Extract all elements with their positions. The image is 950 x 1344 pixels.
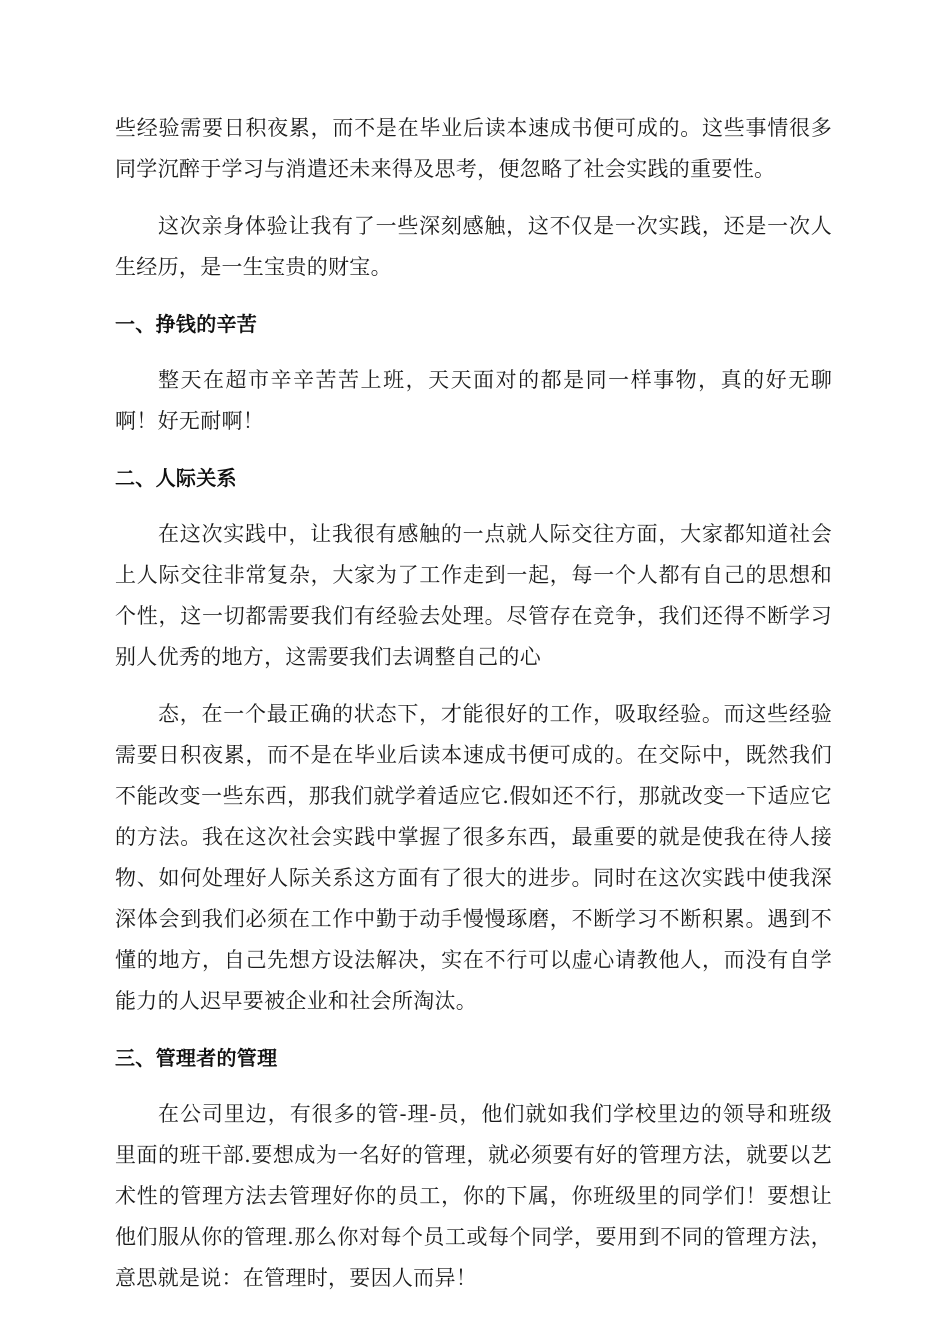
- paragraph-section-3: 在公司里边，有很多的管-理-员，他们就如我们学校里边的领导和班级里面的班干部.要想成为一名好的管理，就必须要有好的管理方法，就要以艺术性的管理方法去管理好你的员工，你的下属，你班级里的同学们！要想让他们服从你的管理.那么你对每个员工或每个同学，要用到不同的管理方法，意思就是说：在管理时，要因人而异！: [115, 1102, 832, 1290]
- paragraph-section-1: 整天在超市辛辛苦苦上班，天天面对的都是同一样事物，真的好无聊啊！好无耐啊！: [115, 368, 832, 433]
- section-heading-2: 二、人际关系: [115, 466, 237, 490]
- paragraph-section-2-part-1: 在这次实践中，让我很有感触的一点就人际交往方面，大家都知道社会上人际交往非常复杂，大家为了工作走到一起，每一个人都有自己的思想和个性，这一切都需要我们有经验去处理。尽管存在竞争，我们还得不断学习别人优秀的地方，这需要我们去调整自己的心: [115, 522, 832, 669]
- document-page: [115, 108, 832, 1315]
- paragraph-section-2-part-2: 态，在一个最正确的状态下，才能很好的工作，吸取经验。而这些经验需要日积夜累，而不是在毕业后读本速成书便可成的。在交际中，既然我们不能改变一些东西，那我们就学着适应它.假如还不行，那就改变一下适应它的方法。我在这次社会实践中掌握了很多东西，最重要的就是使我在待人接物、如何处理好人际关系这方面有了很大的进步。同时在这次实践中使我深深体会到我们必须在工作中勤于动手慢慢琢磨，不断学习不断积累。遇到不懂的地方，自己先想方设法解决，实在不行可以虚心请教他人，而没有自学能力的人迟早要被企业和社会所淘汰。: [115, 702, 832, 1013]
- paragraph-experience: 这次亲身体验让我有了一些深刻感触，这不仅是一次实践，还是一次人生经历，是一生宝贵的财宝。: [115, 214, 832, 279]
- section-heading-3: 三、管理者的管理: [115, 1046, 278, 1070]
- section-heading-1: 一、挣钱的辛苦: [115, 312, 258, 336]
- paragraph-intro: 些经验需要日积夜累，而不是在毕业后读本速成书便可成的。这些事情很多同学沉醉于学习与消遣还未来得及思考，便忽略了社会实践的重要性。: [115, 116, 832, 181]
